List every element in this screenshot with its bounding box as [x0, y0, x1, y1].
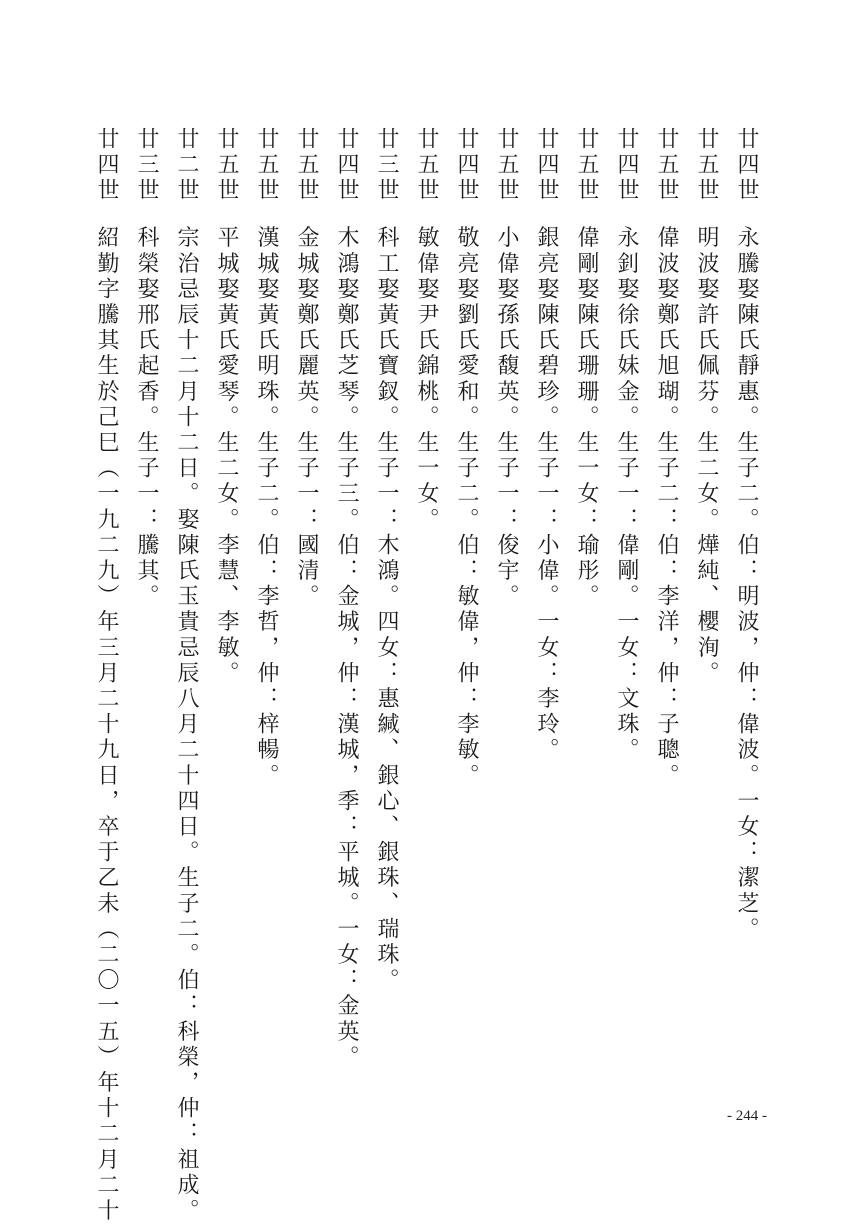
- entry-column: [175, 127, 197, 1224]
- entry-text: 永釗娶徐氏妹金。生子一：偉剛。一女：文珠。: [614, 225, 639, 764]
- generation-label: 廿四世: [734, 127, 759, 204]
- entry-text: 敏偉娶尹氏錦桃。生一女。: [414, 225, 439, 534]
- entry-column: [575, 127, 597, 610]
- entry-column: [735, 127, 757, 943]
- entry-text: 偉剛娶陳氏珊珊。生一女：瑜彤。: [574, 225, 599, 610]
- entry-text: 紹勤字騰其生於己巳（一九二九）年三月二十九日，卒于乙未（二〇一五）年十二月二十: [94, 225, 119, 1224]
- generation-label: 廿四世: [334, 127, 359, 204]
- page-number: - 244 -: [727, 1108, 767, 1124]
- entry-column: [135, 127, 157, 610]
- entry-column: [255, 127, 277, 789]
- entry-text: 平城娶黃氏愛琴。生二女。李慧、李敏。: [214, 225, 239, 687]
- generation-label: 廿五世: [654, 127, 679, 204]
- entry-column: [655, 127, 677, 789]
- generation-label: 廿五世: [254, 127, 279, 204]
- generation-label: 廿二世: [174, 127, 199, 204]
- entry-text: 科榮娶邢氏起香。生子一：騰其。: [134, 225, 159, 610]
- entry-text: 科工娶黃氏寶釵。生子一：木鴻。四女：惠緘、銀心、銀珠、瑞珠。: [374, 225, 399, 994]
- generation-label: 廿五世: [694, 127, 719, 204]
- generation-label: 廿四世: [614, 127, 639, 204]
- generation-label: 廿四世: [454, 127, 479, 204]
- entry-column: [335, 127, 357, 1071]
- generation-label: 廿五世: [214, 127, 239, 204]
- entry-column: [455, 127, 477, 789]
- entry-text: 銀亮娶陳氏碧珍。生子一：小偉。一女：李玲。: [534, 225, 559, 764]
- entry-text: 宗治忌辰十二月十二日。娶陳氏玉貴忌辰八月二十四日。生子二。伯：科榮，仲：祖成。: [174, 225, 199, 1224]
- entry-text: 敬亮娶劉氏愛和。生子二。伯：敏偉，仲：李敏。: [454, 225, 479, 790]
- entry-column: [615, 127, 637, 763]
- generation-label: 廿五世: [574, 127, 599, 204]
- generation-label: 廿五世: [414, 127, 439, 204]
- entry-text: 金城娶鄭氏麗英。生子一：國清。: [294, 225, 319, 610]
- generation-label: 廿五世: [494, 127, 519, 204]
- entry-text: 漢城娶黃氏明珠。生子二。伯：李哲，仲：梓暢。: [254, 225, 279, 790]
- generation-label: 廿四世: [94, 127, 119, 204]
- entry-column: [695, 127, 717, 687]
- generation-label: 廿三世: [134, 127, 159, 204]
- entry-text: 偉波娶鄭氏旭瑚。生子二：伯：李洋，仲：子聰。: [654, 225, 679, 790]
- entry-column: [535, 127, 557, 763]
- generation-label: 廿五世: [294, 127, 319, 204]
- entry-column: [415, 127, 437, 533]
- entry-column: [495, 127, 517, 610]
- entry-column: [215, 127, 237, 687]
- entry-column: [295, 127, 317, 610]
- generation-label: 廿三世: [374, 127, 399, 204]
- entry-column: [375, 127, 397, 994]
- entry-text: 明波娶許氏佩芬。生二女。燁純、櫻洵。: [694, 225, 719, 687]
- entry-column: [95, 127, 117, 1224]
- entry-text: 小偉娶孫氏馥英。生子一：俊宇。: [494, 225, 519, 610]
- generation-label: 廿四世: [534, 127, 559, 204]
- entry-text: 木鴻娶鄭氏芝琴。生子三。伯：金城，仲：漢城，季：平城。一女：金英。: [334, 225, 359, 1071]
- entry-text: 永騰娶陳氏靜惠。生子二。伯：明波，仲：偉波。一女：潔芝。: [734, 225, 759, 943]
